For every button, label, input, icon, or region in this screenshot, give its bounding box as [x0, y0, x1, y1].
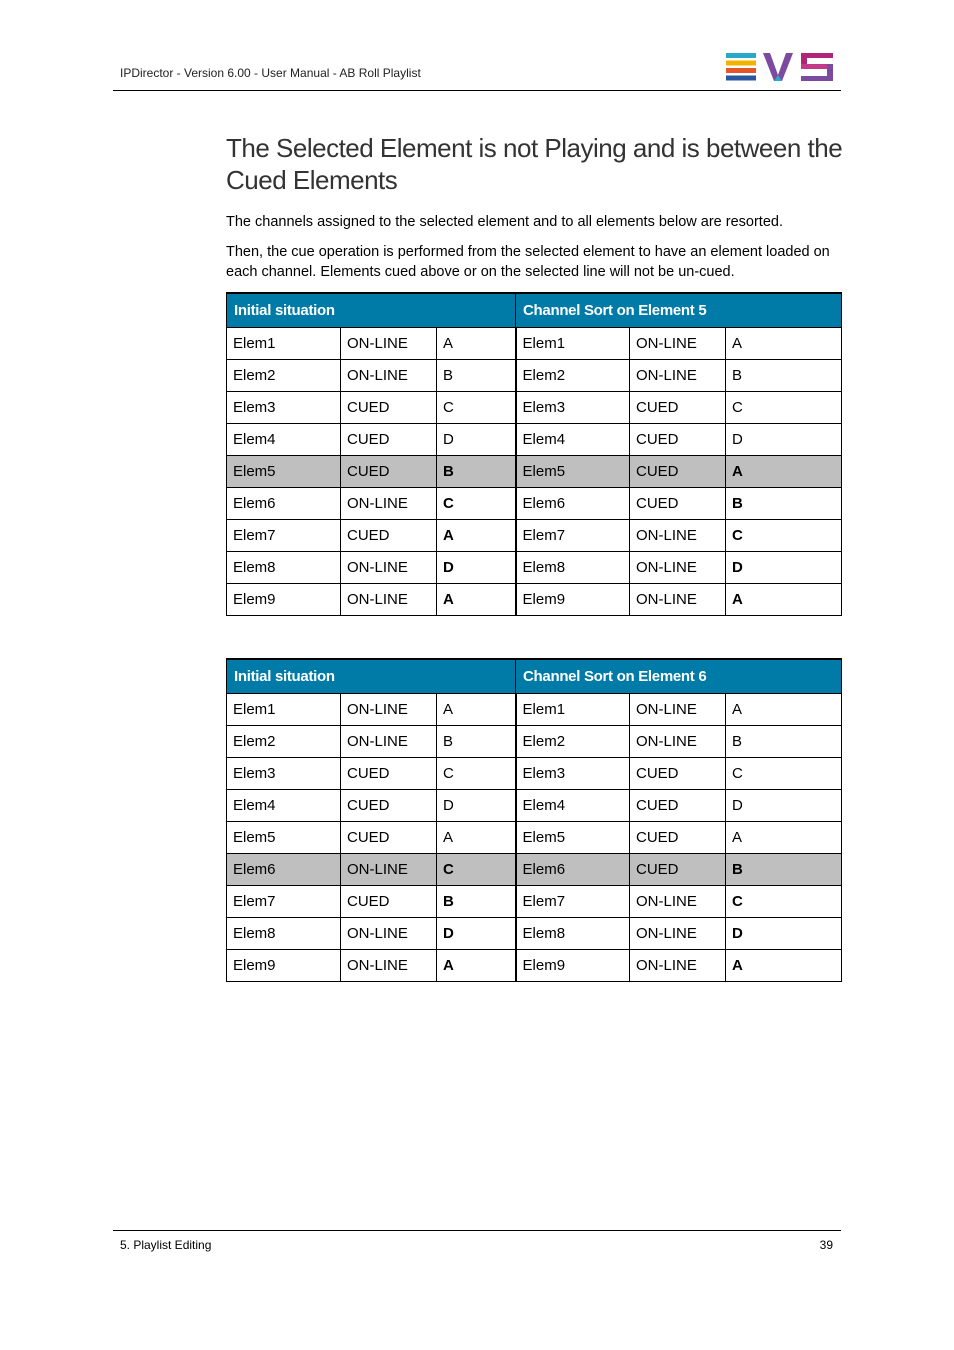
initial-channel-cell: C [437, 854, 516, 886]
sorted-element-cell: Elem8 [516, 552, 630, 584]
initial-channel-cell: B [437, 726, 516, 758]
page-number: 39 [819, 1238, 833, 1252]
sorted-channel-cell: C [726, 392, 842, 424]
sorted-element-cell: Elem7 [516, 886, 630, 918]
sorted-channel-cell: D [726, 552, 842, 584]
initial-status-cell: ON-LINE [341, 694, 437, 726]
sorted-status-cell: CUED [630, 392, 726, 424]
initial-channel-cell: A [437, 584, 516, 616]
initial-channel-cell: C [437, 758, 516, 790]
initial-status-cell: ON-LINE [341, 854, 437, 886]
table-header-sorted: Channel Sort on Element 5 [516, 293, 842, 328]
initial-channel-cell: A [437, 694, 516, 726]
sorted-status-cell: ON-LINE [630, 886, 726, 918]
sorted-status-cell: CUED [630, 822, 726, 854]
initial-channel-cell: A [437, 520, 516, 552]
sorted-status-cell: ON-LINE [630, 552, 726, 584]
paragraph-2: Then, the cue operation is performed from the selected element to have an element loaded on each channel. Elements cued above or on the selected line will not be un-cued. [226, 244, 830, 280]
sorted-status-cell: ON-LINE [630, 328, 726, 360]
initial-status-cell: ON-LINE [341, 328, 437, 360]
sorted-channel-cell: B [726, 854, 842, 886]
table-header-sorted: Channel Sort on Element 6 [516, 659, 842, 694]
initial-channel-cell: D [437, 790, 516, 822]
initial-element-cell: Elem8 [227, 918, 341, 950]
initial-status-cell: CUED [341, 822, 437, 854]
table-row [227, 584, 842, 616]
sorted-status-cell: ON-LINE [630, 918, 726, 950]
table-row [227, 950, 842, 982]
sorted-status-cell: ON-LINE [630, 360, 726, 392]
initial-element-cell: Elem9 [227, 584, 341, 616]
initial-status-cell: ON-LINE [341, 360, 437, 392]
sorted-channel-cell: D [726, 790, 842, 822]
table-row [227, 854, 842, 886]
table-row [227, 488, 842, 520]
sorted-channel-cell: B [726, 360, 842, 392]
table-row [227, 790, 842, 822]
initial-element-cell: Elem7 [227, 520, 341, 552]
table-row [227, 886, 842, 918]
table-row [227, 918, 842, 950]
initial-status-cell: CUED [341, 392, 437, 424]
initial-element-cell: Elem1 [227, 328, 341, 360]
sorted-status-cell: CUED [630, 790, 726, 822]
initial-status-cell: ON-LINE [341, 552, 437, 584]
initial-element-cell: Elem5 [227, 822, 341, 854]
table-row [227, 758, 842, 790]
sorted-element-cell: Elem2 [516, 360, 630, 392]
initial-element-cell: Elem5 [227, 456, 341, 488]
section-title: The Selected Element is not Playing and is between the Cued Elements [226, 133, 843, 195]
sorted-status-cell: CUED [630, 854, 726, 886]
initial-element-cell: Elem4 [227, 424, 341, 456]
table-row [227, 392, 842, 424]
initial-status-cell: CUED [341, 424, 437, 456]
initial-element-cell: Elem8 [227, 552, 341, 584]
sorted-channel-cell: A [726, 822, 842, 854]
initial-status-cell: CUED [341, 520, 437, 552]
sorted-status-cell: CUED [630, 424, 726, 456]
table-row [227, 360, 842, 392]
initial-status-cell: ON-LINE [341, 584, 437, 616]
sorted-status-cell: ON-LINE [630, 584, 726, 616]
sorted-channel-cell: D [726, 424, 842, 456]
sorted-element-cell: Elem5 [516, 456, 630, 488]
table-row [227, 822, 842, 854]
initial-channel-cell: D [437, 424, 516, 456]
footer-rule [113, 1230, 841, 1231]
sorted-channel-cell: A [726, 328, 842, 360]
initial-element-cell: Elem7 [227, 886, 341, 918]
sorted-element-cell: Elem1 [516, 694, 630, 726]
sorted-channel-cell: A [726, 584, 842, 616]
initial-element-cell: Elem4 [227, 790, 341, 822]
sorted-element-cell: Elem9 [516, 950, 630, 982]
initial-element-cell: Elem6 [227, 854, 341, 886]
sorted-element-cell: Elem3 [516, 392, 630, 424]
initial-element-cell: Elem1 [227, 694, 341, 726]
initial-status-cell: CUED [341, 790, 437, 822]
initial-element-cell: Elem3 [227, 392, 341, 424]
table-row [227, 694, 842, 726]
sorted-status-cell: ON-LINE [630, 520, 726, 552]
initial-element-cell: Elem2 [227, 726, 341, 758]
sorted-element-cell: Elem2 [516, 726, 630, 758]
sorted-status-cell: ON-LINE [630, 950, 726, 982]
sorted-channel-cell: B [726, 726, 842, 758]
initial-status-cell: ON-LINE [341, 918, 437, 950]
sorted-channel-cell: C [726, 758, 842, 790]
sorted-channel-cell: A [726, 694, 842, 726]
header-rule [113, 90, 841, 91]
sorted-element-cell: Elem6 [516, 488, 630, 520]
initial-status-cell: CUED [341, 456, 437, 488]
sorted-element-cell: Elem4 [516, 424, 630, 456]
initial-channel-cell: C [437, 488, 516, 520]
table-row [227, 456, 842, 488]
sorted-status-cell: ON-LINE [630, 726, 726, 758]
initial-channel-cell: A [437, 822, 516, 854]
sorted-status-cell: ON-LINE [630, 694, 726, 726]
sorted-channel-cell: D [726, 918, 842, 950]
initial-channel-cell: D [437, 918, 516, 950]
sorted-channel-cell: A [726, 456, 842, 488]
sorted-element-cell: Elem6 [516, 854, 630, 886]
initial-status-cell: ON-LINE [341, 488, 437, 520]
sorted-status-cell: CUED [630, 488, 726, 520]
initial-status-cell: ON-LINE [341, 726, 437, 758]
initial-channel-cell: D [437, 552, 516, 584]
table-header-initial: Initial situation [227, 659, 516, 694]
initial-channel-cell: B [437, 456, 516, 488]
evs-logo [726, 53, 834, 81]
sorted-status-cell: CUED [630, 456, 726, 488]
footer-section: 5. Playlist Editing [120, 1238, 212, 1252]
table-row [227, 726, 842, 758]
initial-channel-cell: C [437, 392, 516, 424]
table-row [227, 424, 842, 456]
initial-element-cell: Elem2 [227, 360, 341, 392]
sorted-status-cell: CUED [630, 758, 726, 790]
sorted-element-cell: Elem5 [516, 822, 630, 854]
initial-element-cell: Elem3 [227, 758, 341, 790]
sorted-channel-cell: A [726, 950, 842, 982]
running-header: IPDirector - Version 6.00 - User Manual - AB Roll Playlist [120, 66, 421, 80]
table-row [227, 552, 842, 584]
sorted-element-cell: Elem1 [516, 328, 630, 360]
initial-status-cell: CUED [341, 758, 437, 790]
initial-status-cell: CUED [341, 886, 437, 918]
channel-sort-table-element-6 [226, 658, 842, 982]
sorted-channel-cell: B [726, 488, 842, 520]
sorted-channel-cell: C [726, 886, 842, 918]
sorted-element-cell: Elem9 [516, 584, 630, 616]
table-row [227, 520, 842, 552]
initial-channel-cell: B [437, 360, 516, 392]
channel-sort-table-element-5 [226, 292, 842, 616]
initial-channel-cell: A [437, 328, 516, 360]
paragraph-1: The channels assigned to the selected element and to all elements below are resorted. [226, 214, 783, 230]
initial-element-cell: Elem9 [227, 950, 341, 982]
initial-channel-cell: B [437, 886, 516, 918]
table-header-initial: Initial situation [227, 293, 516, 328]
table-row [227, 328, 842, 360]
initial-channel-cell: A [437, 950, 516, 982]
sorted-element-cell: Elem7 [516, 520, 630, 552]
initial-element-cell: Elem6 [227, 488, 341, 520]
sorted-element-cell: Elem4 [516, 790, 630, 822]
sorted-element-cell: Elem8 [516, 918, 630, 950]
initial-status-cell: ON-LINE [341, 950, 437, 982]
sorted-element-cell: Elem3 [516, 758, 630, 790]
sorted-channel-cell: C [726, 520, 842, 552]
